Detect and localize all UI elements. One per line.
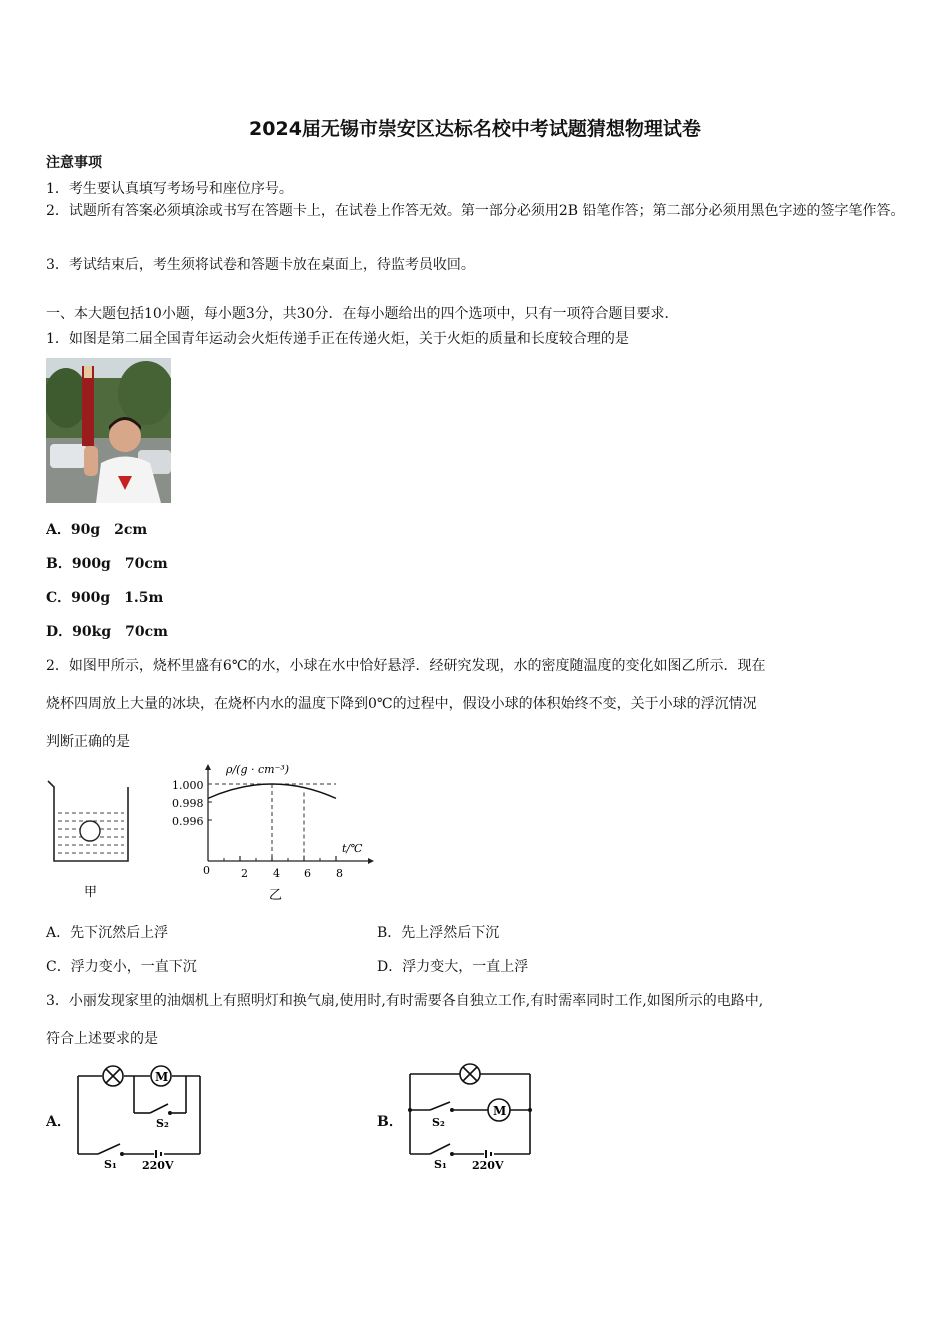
notice-item-2: 2．试题所有答案必须填涂或书写在答题卡上，在试卷上作答无效。第一部分必须用2B 铅笔作答；第二部分必须用黑色字迹的签字笔作答。 [46, 203, 905, 219]
y-tick-label-1000: 1.000 [172, 779, 204, 792]
x-tick-label-6: 6 [304, 867, 311, 880]
notice-item-1: 1．考生要认真填写考场号和座位序号。 [46, 181, 293, 197]
q1-option-d: D．90kg 70cm [46, 624, 168, 640]
q3-option-b-label: B． [377, 1114, 403, 1130]
section-heading: 一、本大题包括10小题，每小题3分，共30分．在每小题给出的四个选项中，只有一项符合题目要求． [46, 306, 679, 322]
question-3-line-2: 符合上述要求的是 [46, 1031, 158, 1047]
circuit-a [70, 1060, 215, 1175]
q2-option-a: A．先下沉然后上浮 [46, 925, 169, 941]
torch-bearer-photo [46, 358, 171, 503]
question-2-line-2: 烧杯四周放上大量的冰块，在烧杯内水的温度下降到0℃的过程中，假设小球的体积始终不变，关于小球的浮沉情况 [46, 696, 757, 712]
voltage-label: 220V [142, 1159, 174, 1172]
voltage-label: 220V [472, 1159, 504, 1172]
q2-option-c: C．浮力变小，一直下沉 [46, 959, 197, 975]
lamp-icon [103, 1066, 123, 1086]
switch-s2-label: S₂ [156, 1117, 169, 1130]
notice-item-3: 3．考试结束后，考生须将试卷和答题卡放在桌面上，待监考员收回。 [46, 257, 475, 273]
x-tick-label-8: 8 [336, 867, 343, 880]
x-tick-label-2: 2 [241, 867, 248, 880]
switch-s1-label: S₁ [104, 1158, 117, 1171]
switch-s2-label: S₂ [432, 1116, 445, 1129]
density-chart [166, 760, 386, 905]
svg-text:M: M [155, 1070, 169, 1084]
fig-jia-label: 甲 [84, 885, 98, 900]
beaker-figure [44, 775, 134, 905]
x-axis-label: t/℃ [342, 842, 363, 855]
motor-icon [488, 1099, 510, 1121]
question-3-line-1: 3．小丽发现家里的油烟机上有照明灯和换气扇,使用时,有时需要各自独立工作,有时需率同时工作,如图所示的电路中, [46, 993, 764, 1009]
switch-s1-label: S₁ [434, 1158, 447, 1171]
question-2-line-3: 判断正确的是 [46, 734, 130, 750]
y-axis-label: ρ/(g · cm⁻³) [226, 763, 290, 776]
origin-label: 0 [203, 864, 210, 877]
page-title: 2024届无锡市崇安区达标名校中考试题猜想物理试卷 [249, 118, 701, 140]
notice-heading: 注意事项 [46, 155, 102, 171]
q3-option-a-label: A． [46, 1114, 71, 1130]
q1-option-c: C．900g 1.5m [46, 590, 164, 606]
fig-yi-label: 乙 [269, 888, 283, 903]
svg-text:M: M [493, 1104, 507, 1118]
question-1-stem: 1．如图是第二届全国青年运动会火炬传递手正在传递火炬，关于火炬的质量和长度较合理的是 [46, 331, 629, 347]
motor-icon [151, 1066, 171, 1086]
y-tick-label-0996: 0.996 [172, 815, 204, 828]
q2-option-b: B．先上浮然后下沉 [377, 925, 500, 941]
circuit-b [404, 1058, 544, 1173]
q2-option-d: D．浮力变大，一直上浮 [377, 959, 529, 975]
q1-option-b: B．900g 70cm [46, 556, 168, 572]
y-tick-label-0998: 0.998 [172, 797, 204, 810]
q1-option-a: A．90g 2cm [46, 522, 148, 538]
question-2-line-1: 2．如图甲所示，烧杯里盛有6℃的水，小球在水中恰好悬浮．经研究发现，水的密度随温度的变化如图乙所示．现在 [46, 658, 766, 674]
lamp-icon [460, 1064, 480, 1084]
x-tick-label-4: 4 [273, 867, 280, 880]
